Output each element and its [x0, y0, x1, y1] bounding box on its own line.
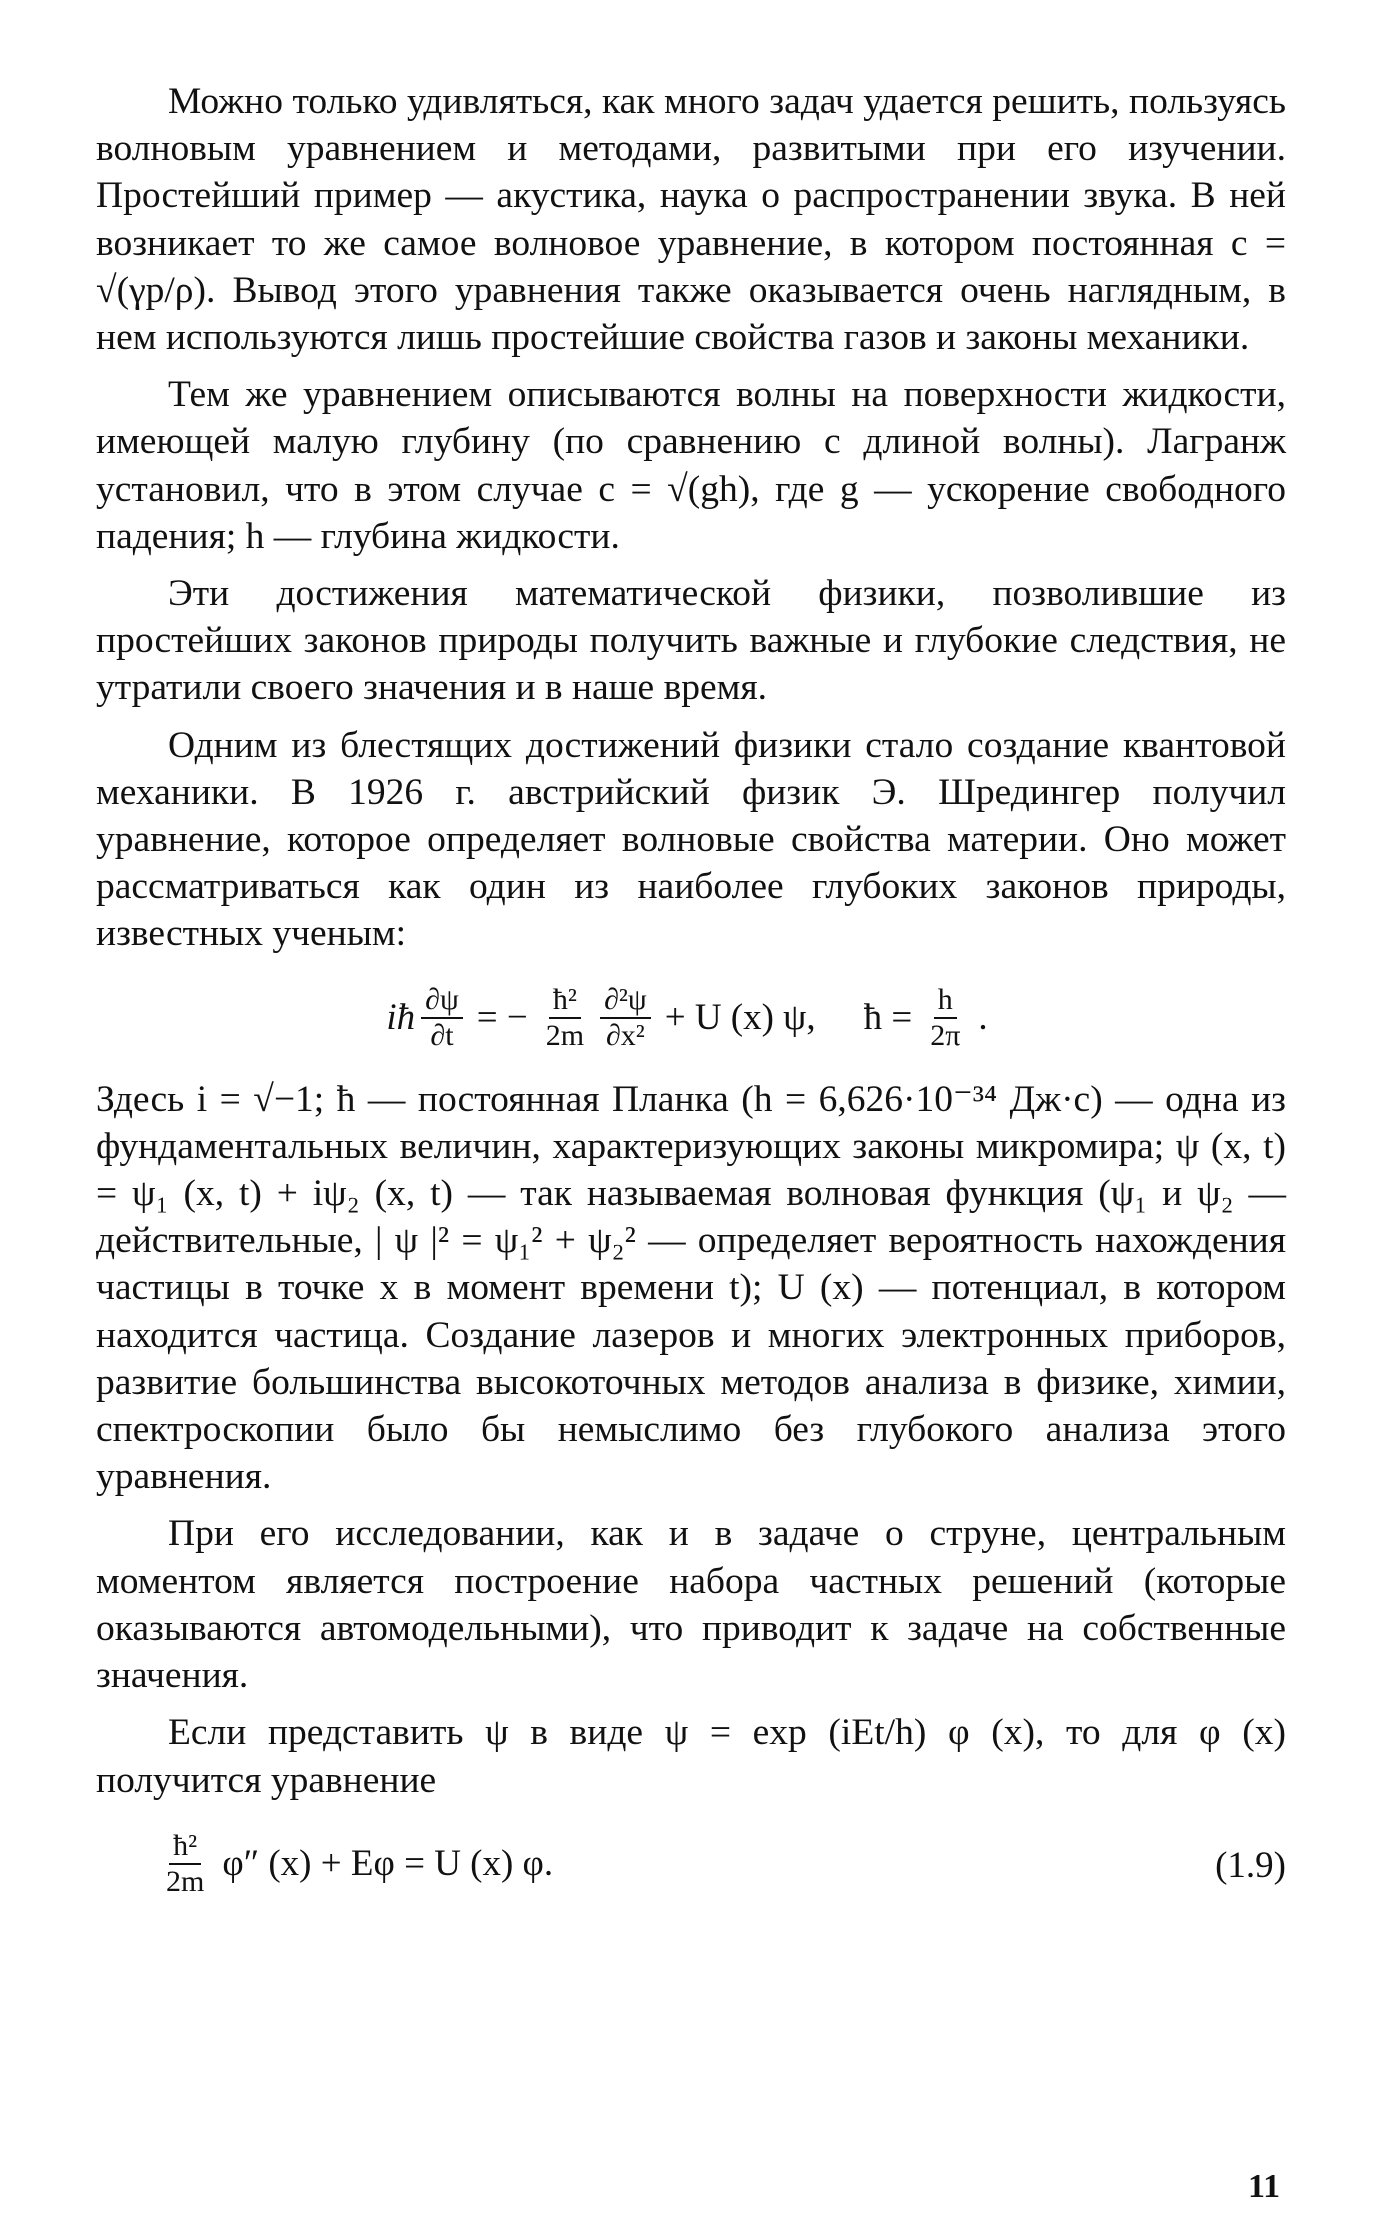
eq-hbar-definition: ħ =: [863, 997, 913, 1039]
eq-lhs-prefix: iħ: [386, 997, 416, 1039]
eq-equals-minus: = −: [476, 997, 528, 1039]
equation-number: (1.9): [1215, 1844, 1286, 1886]
schrodinger-equation: [96, 968, 1286, 1068]
frac-denominator: 2m: [166, 1864, 205, 1898]
paragraph-string-problem: При его исследовании, как и в задаче о струне, центральным моментом является построение набора частных решений (которые оказываются автомодельными), что приводит к задаче на собственные значения.: [96, 1513, 1286, 1697]
paragraph-surface-waves: Тем же уравнением описываются волны на поверхности жидкости, имеющей малую глубину (по сравнению с длиной волны). Лагранж установил, что в этом случае c = √(gh), где g — ускорение свободного падения; h — глубина жидкости.: [96, 374, 1286, 557]
eq-time-derivative: [421, 983, 463, 1053]
eq-potential-term: + U (x) ψ,: [664, 997, 816, 1039]
eq-second-derivative: [600, 983, 651, 1053]
frac-numerator: ∂ψ: [421, 983, 463, 1019]
frac-denominator: 2π: [930, 1018, 961, 1052]
frac-numerator: ħ²: [549, 983, 581, 1019]
paragraph-equation-explanation: Здесь i = √−1; ħ — постоянная Планка (h = 6,626·10⁻³⁴ Дж·с) — одна из фундаментальных величин, характеризующих законы микромира; ψ (x, t) = ψ₁ (x, t) + iψ₂ (x, t) — так называемая волновая функция (ψ₁ и ψ₂ — действительные, | ψ |² = ψ₁² + ψ₂² — определяет вероятность нахождения частицы в точке x в момент времени t); U (x) — потенциал, в котором находится частица. Создание лазеров и многих электронных приборов, развитие большинства высокоточных методов анализа в физике, химии, спектроскопии было бы немыслимо без глубокого анализа этого уравнения.: [96, 1078, 1286, 1498]
equation-1-9-body: [156, 1829, 561, 1899]
equation-1-9: [96, 1814, 1286, 1914]
eq-hbar-fraction: [926, 983, 964, 1053]
frac-numerator: h: [934, 983, 957, 1019]
paragraph-substitution: Если представить ψ в виде ψ = exp (iEt/h) φ (x), то для φ (x) получится уравнение: [96, 1712, 1286, 1801]
frac-numerator: ħ²: [169, 1829, 201, 1865]
eq-end-dot: .: [978, 997, 988, 1039]
frac-denominator: ∂t: [430, 1018, 454, 1052]
frac-denominator: ∂x²: [605, 1018, 645, 1052]
paragraph-quantum-mechanics: Одним из блестящих достижений физики стало создание квантовой механики. В 1926 г. австрийский физик Э. Шредингер получил уравнение, которое определяет волновые свойства материи. Оно может рассматриваться как один из наиболее глубоких законов природы, известных ученым:: [96, 724, 1286, 955]
eq19-coefficient: [162, 1829, 208, 1899]
frac-denominator: 2m: [545, 1018, 585, 1052]
eq19-terms: φ″ (x) + Eφ = U (x) φ.: [222, 1843, 554, 1885]
page-number: 11: [1248, 2168, 1281, 2205]
paragraph-math-physics: Эти достижения математической физики, позволившие из простейших законов природы получить важные и глубокие следствия, не утратили своего значения и в наше время.: [96, 573, 1286, 709]
eq-coefficient: [542, 983, 588, 1053]
paragraph-acoustics: Можно только удивляться, как много задач удается решить, пользуясь волновым уравнением и методами, развитыми при его изучении. Простейший пример — акустика, наука о распространении звука. В ней возникает то же самое волновое уравнение, в котором постоянная c = √(γp/ρ). Вывод этого уравнения также оказывается очень наглядным, в нем используются лишь простейшие свойства газов и законы механики.: [96, 81, 1286, 359]
frac-numerator: ∂²ψ: [600, 983, 651, 1019]
text-column: [96, 78, 1286, 1914]
